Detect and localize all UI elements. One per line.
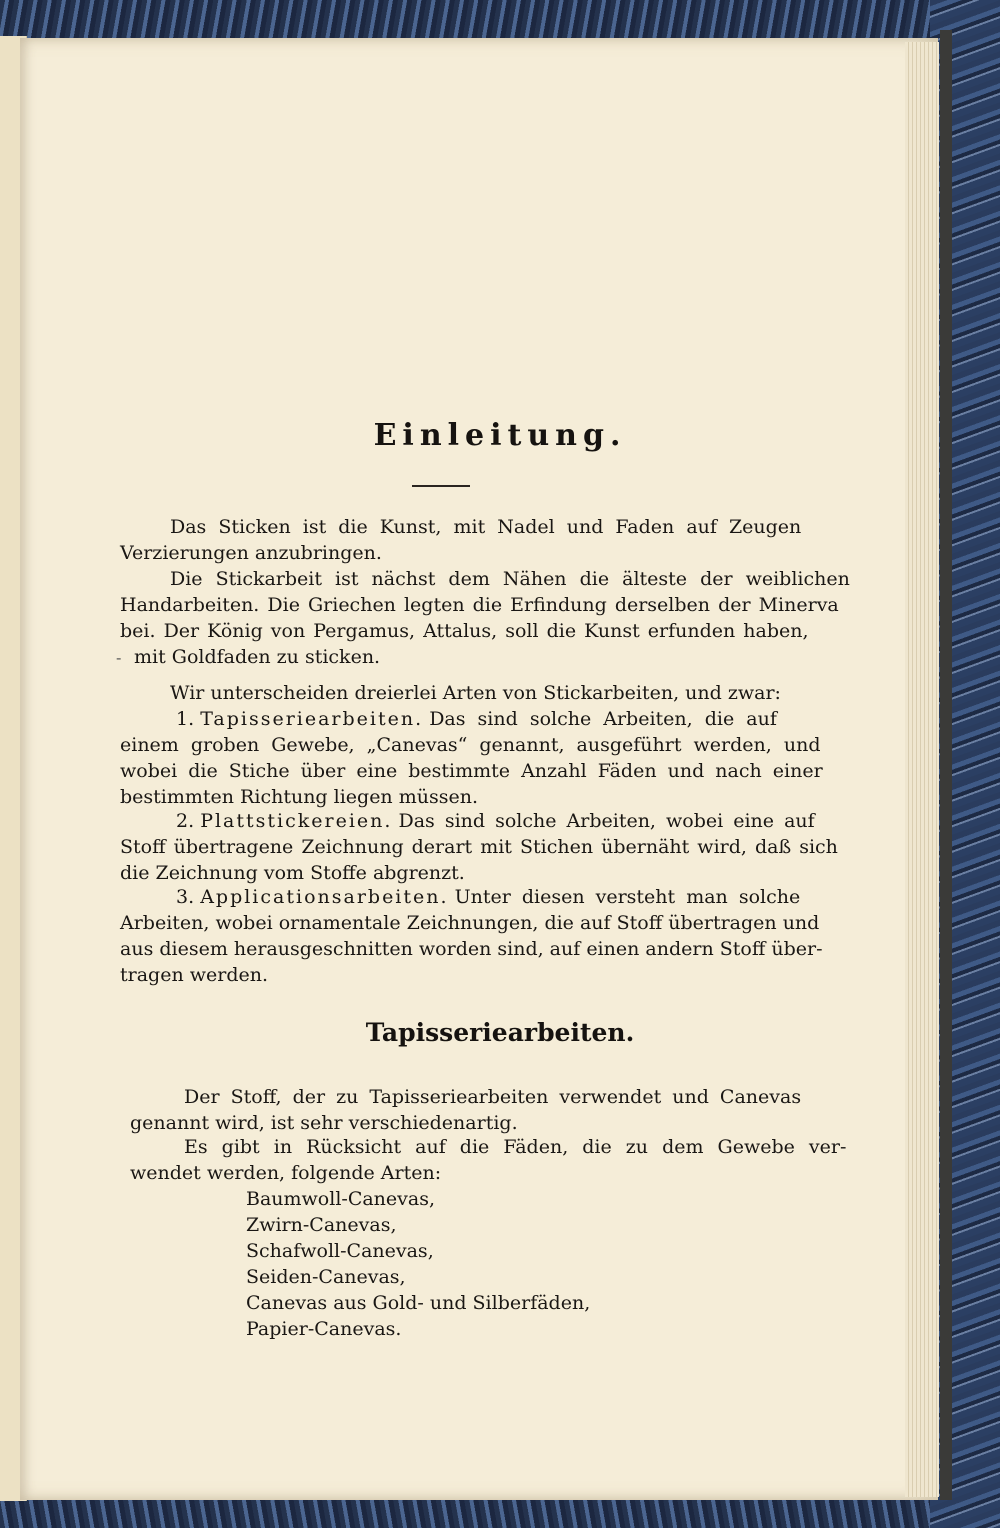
- text-line: Arbeiten, wobei ornamentale Zeichnungen, die auf Stoff übertragen und: [120, 912, 820, 934]
- text-line: [176, 884, 800, 910]
- text-line: Der Stoff, der zu Tapisseriearbeiten verwendet und Canevas: [184, 1086, 802, 1108]
- list-item: Schafwoll-Canevas,: [246, 1240, 434, 1262]
- text-line: bei. Der König von Pergamus, Attalus, soll die Kunst erfunden haben,: [120, 620, 809, 642]
- text-line: [176, 808, 815, 834]
- text-line: genannt wird, ist sehr verschiedenartig.: [130, 1112, 518, 1134]
- page-stack-edge: [905, 42, 939, 1497]
- list-item: Canevas aus Gold- und Silberfäden,: [246, 1292, 591, 1314]
- text-line: die Zeichnung vom Stoffe abgrenzt.: [120, 862, 465, 884]
- text-line: Das Sticken ist die Kunst, mit Nadel und Faden auf Zeugen: [170, 516, 802, 538]
- text-line: Stoff übertragene Zeichnung derart mit Stichen übernäht wird, daß sich: [120, 836, 838, 858]
- list-number: 3.: [176, 886, 195, 908]
- chapter-heading: Einleitung.: [373, 418, 627, 453]
- text-line: tragen werden.: [120, 964, 269, 986]
- book-cover-edge: [940, 30, 952, 1500]
- text-line: wobei die Stiche über eine bestimmte Anzahl Fäden und nach einer: [120, 760, 823, 782]
- text-line: Wir unterscheiden dreierlei Arten von Stickarbeiten, und zwar:: [170, 682, 781, 704]
- text-line: Handarbeiten. Die Griechen legten die Erfindung derselben der Minerva: [120, 594, 839, 616]
- term-plattstickerei: Plattstickereien.: [200, 810, 393, 832]
- list-number: 1.: [176, 708, 195, 730]
- term-tapisserie: Tapisseriearbeiten.: [200, 708, 424, 730]
- heading-rule: [412, 485, 470, 487]
- text-line: einem groben Gewebe, „Canevas“ genannt, ausgeführt werden, und: [120, 734, 821, 756]
- text-line: bestimmten Richtung liegen müssen.: [120, 786, 478, 808]
- text-span: Unter diesen versteht man solche: [454, 886, 801, 908]
- margin-mark: -: [116, 648, 122, 667]
- list-item: Zwirn-Canevas,: [246, 1214, 397, 1236]
- book-edge-top: [0, 0, 1000, 40]
- section-heading: Tapisseriearbeiten.: [365, 1018, 635, 1047]
- text-line: [176, 706, 777, 732]
- list-item: Papier-Canevas.: [246, 1318, 402, 1340]
- text-line: Es gibt in Rücksicht auf die Fäden, die zu dem Gewebe ver-: [184, 1136, 847, 1158]
- list-item: Seiden-Canevas,: [246, 1266, 406, 1288]
- text-line: aus diesem herausgeschnitten worden sind, auf einen andern Stoff über-: [120, 938, 823, 960]
- term-application: Applicationsarbeiten.: [200, 886, 449, 908]
- list-item: Baumwoll-Canevas,: [246, 1188, 436, 1210]
- text-line: Verzierungen anzubringen.: [120, 542, 382, 564]
- text-span: Das sind solche Arbeiten, wobei eine auf: [398, 810, 815, 832]
- list-number: 2.: [176, 810, 195, 832]
- text-line: wendet werden, folgende Arten:: [130, 1162, 442, 1184]
- text-line: Die Stickarbeit ist nächst dem Nähen die älteste der weiblichen: [170, 568, 850, 590]
- text-span: Das sind solche Arbeiten, die auf: [429, 708, 777, 730]
- text-line: mit Goldfaden zu sticken.: [134, 646, 381, 668]
